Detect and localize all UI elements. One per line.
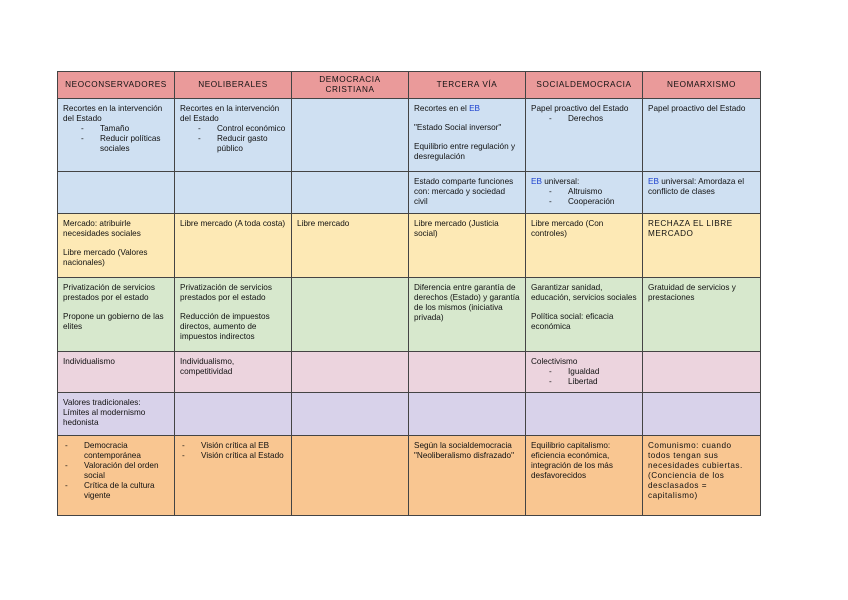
cell-neolib-services: Privatización de servicios prestados por el estado Reducción de impuestos directos, aumento de impuestos indirectos bbox=[175, 278, 292, 352]
cell-neocon-market: Mercado: atribuirle necesidades sociales Libre mercado (Valores nacionales) bbox=[58, 214, 175, 278]
list-item: - Crítica de la cultura vigente bbox=[65, 481, 169, 501]
list-item: - Altruismo bbox=[549, 187, 637, 197]
cell-neocon-state: Recortes en la intervención del Estado - Tamaño - Reducir políticas sociales bbox=[58, 99, 175, 172]
cell-social-society: Colectivismo - Igualdad - Libertad bbox=[526, 352, 643, 393]
cell-neolib-market: Libre mercado (A toda costa) bbox=[175, 214, 292, 278]
cell-social-state: Papel proactivo del Estado - Derechos bbox=[526, 99, 643, 172]
cell-social-services: Garantizar sanidad, educación, servicios sociales Política social: eficacia económica bbox=[526, 278, 643, 352]
header-neoconservadores: NEOCONSERVADORES bbox=[58, 72, 175, 99]
cell-social-market: Libre mercado (Con controles) bbox=[526, 214, 643, 278]
list-item: - Derechos bbox=[549, 114, 637, 124]
list-item: - Valoración del orden social bbox=[65, 461, 169, 481]
row-critique bbox=[58, 436, 761, 516]
list-item: - Cooperación bbox=[549, 197, 637, 207]
list-item: - Libertad bbox=[549, 377, 637, 387]
header-democracia-cristiana: DEMOCRACIA CRISTIANA bbox=[292, 72, 409, 99]
row-state-role bbox=[58, 99, 761, 172]
cell-neolib-society: Individualismo, competitividad bbox=[175, 352, 292, 393]
cell-social-eb: EB universal: - Altruismo - Cooperación bbox=[526, 172, 643, 214]
list-item: - Control económico bbox=[198, 124, 286, 134]
header-row bbox=[58, 72, 761, 99]
cell-neocon-values: Valores tradicionales: Límites al modernismo hedonista bbox=[58, 393, 175, 436]
cell-democ-state bbox=[292, 99, 409, 172]
header-neoliberales: NEOLIBERALES bbox=[175, 72, 292, 99]
ideologies-comparison-table bbox=[57, 71, 761, 516]
cell-neolib-state: Recortes en la intervención del Estado - Control económico - Reducir gasto público bbox=[175, 99, 292, 172]
cell-social-critique: Equilibrio capitalismo: eficiencia económica, integración de los más desfavorecidos bbox=[526, 436, 643, 516]
cell-tercera-state: Recortes en el EB "Estado Social inversor" Equilibrio entre regulación y desregulación bbox=[409, 99, 526, 172]
row-values bbox=[58, 393, 761, 436]
cell-tercera-eb: Estado comparte funciones con: mercado y sociedad civil bbox=[409, 172, 526, 214]
row-market bbox=[58, 214, 761, 278]
cell-neomarx-state: Papel proactivo del Estado bbox=[643, 99, 761, 172]
header-tercera-via: TERCERA VÍA bbox=[409, 72, 526, 99]
header-socialdemocracia: SOCIALDEMOCRACIA bbox=[526, 72, 643, 99]
cell-neomarx-critique: Comunismo: cuando todos tengan sus necesidades cubiertas. (Conciencia de los desclasados = capitalismo) bbox=[643, 436, 761, 516]
list-item: - Igualdad bbox=[549, 367, 637, 377]
row-society bbox=[58, 352, 761, 393]
cell-neomarx-eb: EB universal: Amordaza el conflicto de clases bbox=[643, 172, 761, 214]
cell-neomarx-market: RECHAZA EL LIBRE MERCADO bbox=[643, 214, 761, 278]
cell-neocon-services: Privatización de servicios prestados por el estado Propone un gobierno de las elites bbox=[58, 278, 175, 352]
cell-tercera-critique: Según la socialdemocracia "Neoliberalismo disfrazado" bbox=[409, 436, 526, 516]
header-neomarxismo: NEOMARXISMO bbox=[643, 72, 761, 99]
list-item: - Reducir gasto público bbox=[198, 134, 286, 154]
cell-tercera-market: Libre mercado (Justicia social) bbox=[409, 214, 526, 278]
cell-neocon-society: Individualismo bbox=[58, 352, 175, 393]
cell-tercera-services: Diferencia entre garantía de derechos (Estado) y garantía de los mismos (iniciativa privada) bbox=[409, 278, 526, 352]
list-item: - Visión crítica al Estado bbox=[182, 451, 286, 461]
cell-democ-market: Libre mercado bbox=[292, 214, 409, 278]
cell-neolib-critique bbox=[175, 436, 292, 516]
list-item: - Visión crítica al EB bbox=[182, 441, 286, 451]
cell-neocon-critique bbox=[58, 436, 175, 516]
row-welfare-state bbox=[58, 172, 761, 214]
list-item: - Democracia contemporánea bbox=[65, 441, 169, 461]
row-services bbox=[58, 278, 761, 352]
list-item: - Reducir políticas sociales bbox=[81, 134, 169, 154]
cell-neomarx-services: Gratuidad de servicios y prestaciones bbox=[643, 278, 761, 352]
list-item: - Tamaño bbox=[81, 124, 169, 134]
